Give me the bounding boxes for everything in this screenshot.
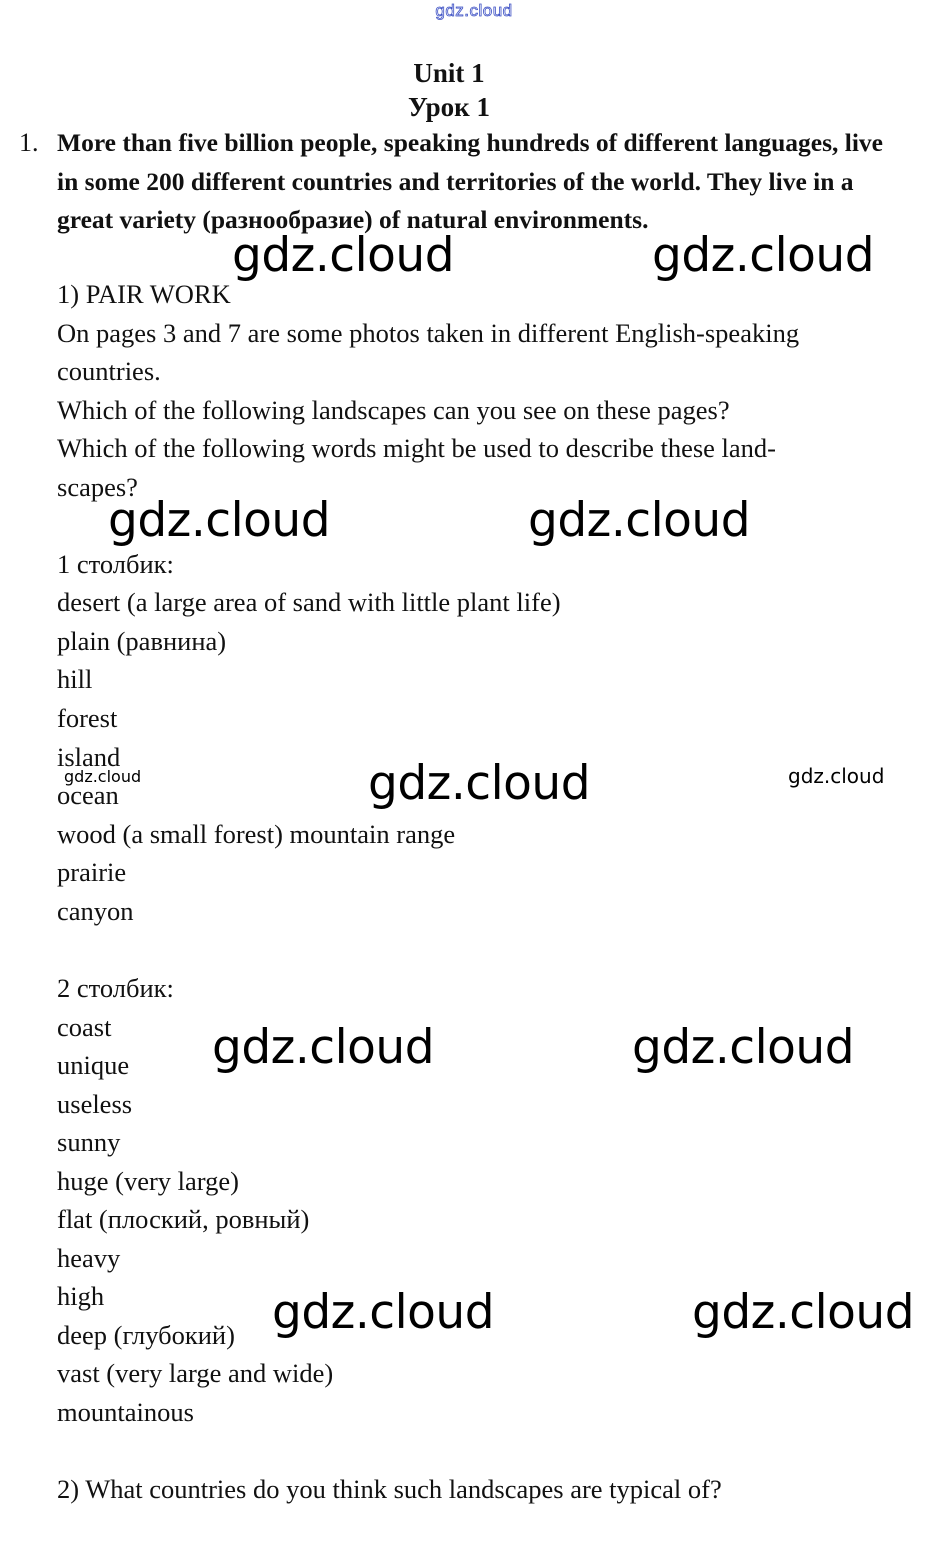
watermark: gdz.cloud [528,493,751,548]
task-number: 1. [19,128,39,157]
column2-item: heavy [57,1243,121,1273]
column1-item: prairie [57,857,127,887]
column2-item: useless [57,1089,133,1119]
watermark: gdz.cloud [108,493,331,548]
column2-item: huge (very large) [57,1166,239,1196]
column1-item: island [57,742,121,772]
lesson-heading: Урок 1 [408,92,490,122]
column2-item: flat (плоский, ровный) [57,1204,310,1234]
column2-item: mountainous [57,1397,194,1427]
watermark: gdz.cloud [272,1285,495,1340]
column2-item: deep (глубокий) [57,1320,235,1350]
column1-item: desert (a large area of sand with little plant life) [57,587,561,617]
column1-item: wood (a small forest) mountain range [57,819,456,849]
column1-item: canyon [57,896,134,926]
column1-item: hill [57,664,93,694]
top-watermark: gdz.cloud [435,1,513,20]
section2-question: 2) What countries do you think such landscapes are typical of? [57,1474,722,1504]
unit-heading: Unit 1 [413,58,485,88]
section1-question2-line2: scapes? [57,472,138,502]
section1-question2-line1: Which of the following words might be used to describe these land- [57,433,777,463]
watermark: gdz.cloud [632,1020,855,1075]
column1-item: forest [57,703,118,733]
watermark: gdz.cloud [692,1285,915,1340]
section1-question1: Which of the following landscapes can you see on these pages? [57,395,730,425]
task-statement: More than five billion people, speaking hundreds of different languages, live in some 200 different countries and territories of the world. They live in a great variety (разнообразие) of natural environments. [57,128,883,234]
column2-item: coast [57,1012,112,1042]
watermark: gdz.cloud [212,1020,435,1075]
watermark: gdz.cloud [368,756,591,811]
section1-intro-line2: countries. [57,356,161,386]
column1-item: ocean [57,780,119,810]
column2-item: high [57,1281,105,1311]
section1-title: 1) PAIR WORK [57,279,231,309]
watermark: gdz.cloud [232,228,455,283]
watermark: gdz.cloud [64,767,142,786]
column2-item: vast (very large and wide) [57,1358,334,1388]
column1-title: 1 столбик: [57,549,174,579]
section1-intro-line1: On pages 3 and 7 are some photos taken in different English-speaking [57,318,800,348]
column2-item: sunny [57,1127,121,1157]
column2-item: unique [57,1050,130,1080]
watermark: gdz.cloud [652,228,875,283]
column2-title: 2 столбик: [57,973,174,1003]
column1-item: plain (равнина) [57,626,227,656]
watermark: gdz.cloud [788,764,885,788]
